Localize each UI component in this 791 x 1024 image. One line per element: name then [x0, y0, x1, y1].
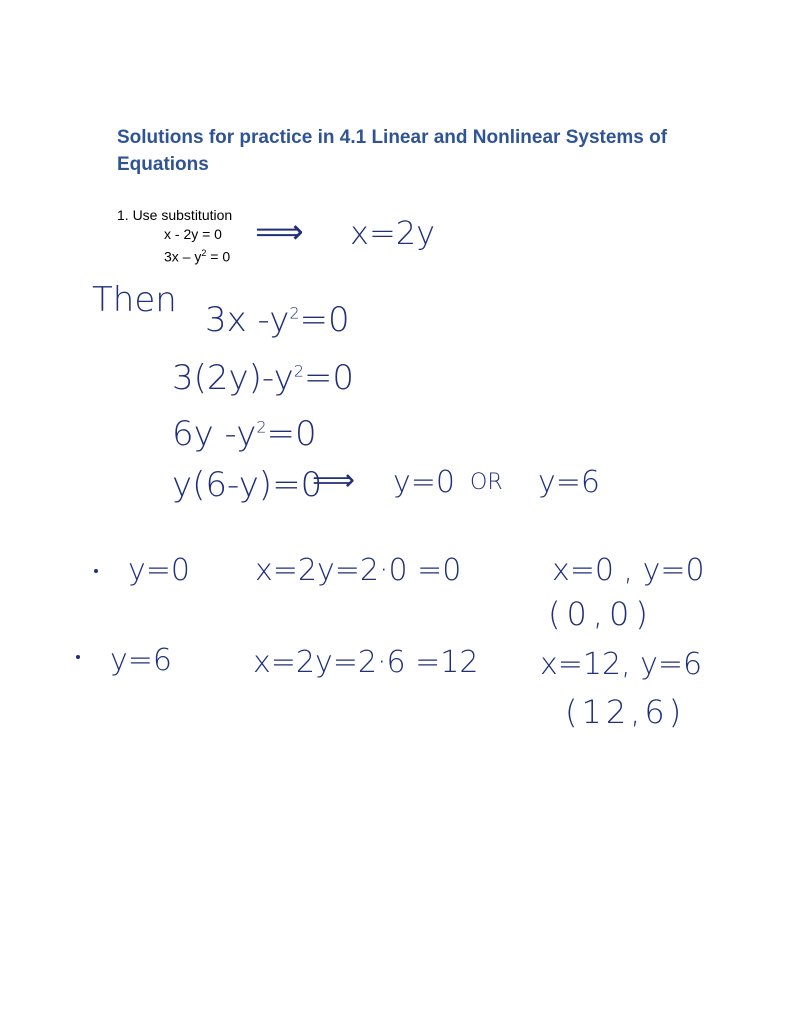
case-2-point: (12,6): [565, 693, 686, 731]
bullet-icon: [76, 655, 80, 659]
problem-label: 1. Use substitution: [117, 207, 233, 223]
case-1-y: y=0: [128, 553, 190, 588]
implies-arrow-2: ⟹: [312, 463, 356, 498]
page-title: Solutions for practice in 4.1 Linear and Nonlinear Systems of Equations: [117, 127, 668, 175]
case-1-calc: x=2y=2·0 =0: [255, 553, 462, 588]
equation-1: x - 2y = 0: [164, 226, 222, 242]
case-2-y: y=6: [110, 643, 172, 678]
then-label: Then: [92, 280, 177, 320]
solution-y-6: y=6: [538, 465, 600, 500]
case-2-pair: x=12, y=6: [540, 647, 703, 682]
step-2: $3(2y)-y^2=0$: [172, 358, 355, 398]
substitution-result: x=2y: [350, 214, 436, 252]
implies-arrow: ⟹: [255, 212, 304, 252]
step-3: 6y $-y^2=0$: [172, 414, 317, 454]
step-4: y(6-y)=0: [172, 465, 323, 505]
step-1: 3x $-y^2=0$: [205, 300, 350, 340]
equation-2: $3x - y^2 = 0$: [164, 248, 231, 265]
bullet-icon: [94, 569, 98, 573]
or-label: OR: [470, 470, 503, 495]
case-2-calc: x=2y=2·6 =12: [253, 645, 479, 680]
case-1-point: (0,0): [548, 595, 654, 633]
solution-y-0: y=0: [393, 465, 455, 500]
case-1-pair: x=0 , y=0: [552, 553, 705, 588]
